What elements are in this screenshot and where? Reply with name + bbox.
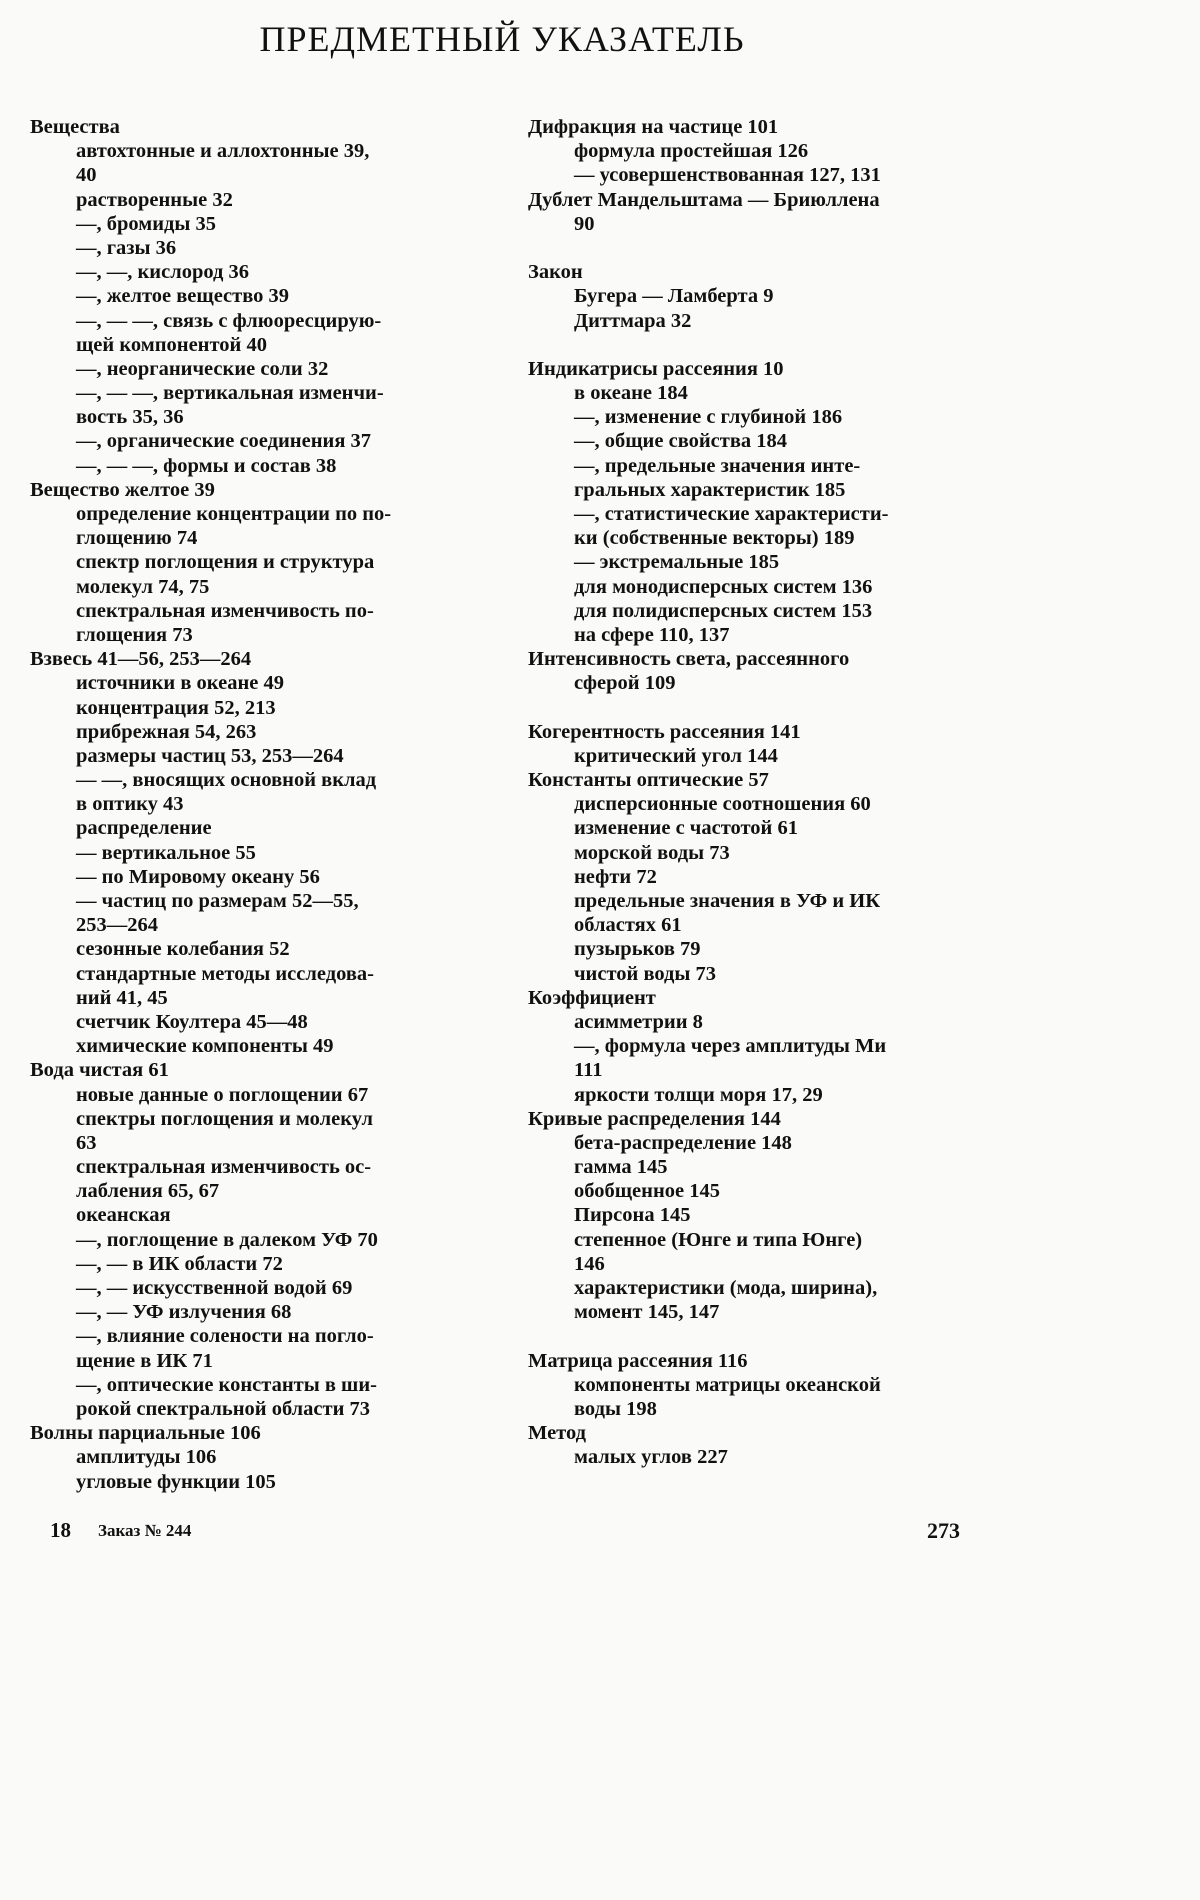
index-subentry: компоненты матрицы океанской <box>574 1373 881 1396</box>
index-subentry: в оптику 43 <box>76 793 184 816</box>
index-entry-heading: Вода чистая 61 <box>30 1059 169 1082</box>
index-subentry: новые данные о поглощении 67 <box>76 1083 369 1106</box>
index-entry-heading: Вещества <box>30 116 120 138</box>
page-title: ПРЕДМЕТНЫЙ УКАЗАТЕЛЬ <box>259 19 745 59</box>
index-subentry: степенное (Юнге и типа Юнге) <box>574 1228 863 1251</box>
index-subentry: —, газы 36 <box>76 236 177 259</box>
index-subentry: химические компоненты 49 <box>76 1035 334 1058</box>
index-subentry: определение концентрации по по- <box>76 503 392 525</box>
index-subentry: момент 145, 147 <box>574 1301 720 1324</box>
index-subentry: Пирсона 145 <box>574 1204 691 1227</box>
index-subentry: Бугера — Ламберта 9 <box>574 285 774 308</box>
index-subentry: ний 41, 45 <box>76 986 168 1009</box>
index-subentry: —, бромиды 35 <box>76 212 217 235</box>
index-subentry: —, предельные значения инте- <box>574 454 861 477</box>
index-subentry: спектральная изменчивость ос- <box>76 1156 372 1179</box>
index-spacer <box>528 333 964 357</box>
index-subentry: 90 <box>574 212 595 235</box>
index-subentry: —, — УФ излучения 68 <box>76 1301 292 1324</box>
index-subentry: спектр поглощения и структура <box>76 551 375 574</box>
index-entry-heading: Волны парциальные 106 <box>30 1422 261 1445</box>
index-subentry: характеристики (мода, ширина), <box>574 1277 878 1299</box>
index-subentry: сезонные колебания 52 <box>76 938 290 961</box>
index-subentry: рокой спектральной области 73 <box>76 1397 371 1420</box>
index-subentry: для полидисперсных систем 153 <box>574 599 873 622</box>
index-subentry: критический угол 144 <box>574 744 778 767</box>
printer-signature-mark: 18 <box>50 1518 71 1542</box>
index-subentry: сферой 109 <box>574 672 676 695</box>
index-subentry: —, влияние солености на погло- <box>76 1325 374 1348</box>
index-subentry: в океане 184 <box>574 382 688 405</box>
index-subentry: счетчик Коултера 45—48 <box>76 1010 308 1033</box>
index-subentry: —, органические соединения 37 <box>76 430 372 453</box>
index-subentry: стандартные методы исследова- <box>76 962 374 985</box>
index-subentry: щей компонентой 40 <box>76 333 267 356</box>
index-subentry: —, статистические характеристи- <box>574 503 889 525</box>
index-entry-heading: Вещество желтое 39 <box>30 478 215 501</box>
index-subentry: прибрежная 54, 263 <box>76 720 257 743</box>
index-subentry: для монодисперсных систем 136 <box>574 575 873 598</box>
index-subentry: изменение с частотой 61 <box>574 817 798 840</box>
index-subentry: —, — —, связь с флюоресцирую- <box>76 309 382 332</box>
index-entry-heading: Кривые распределения 144 <box>528 1107 781 1130</box>
index-subentry: лабления 65, 67 <box>76 1180 220 1203</box>
index-subentry: —, —, кислород 36 <box>76 261 250 284</box>
index-subentry: — экстремальные 185 <box>574 551 780 574</box>
index-entry-heading: Интенсивность света, рассеянного <box>528 648 850 671</box>
index-subentry: —, — искусственной водой 69 <box>76 1277 353 1299</box>
index-subentry: молекул 74, 75 <box>76 575 210 598</box>
index-subentry: предельные значения в УФ и ИК <box>574 890 881 912</box>
index-subentry: глощения 73 <box>76 623 193 646</box>
print-order-number: Заказ № 244 <box>98 1521 192 1540</box>
index-column-right <box>528 115 964 1470</box>
index-subentry: на сфере 110, 137 <box>574 623 730 646</box>
index-subentry: —, желтое вещество 39 <box>76 285 290 308</box>
index-subentry: нефти 72 <box>574 865 657 888</box>
index-subentry: размеры частиц 53, 253—264 <box>76 744 344 767</box>
page-number: 273 <box>927 1518 960 1543</box>
index-subentry: —, поглощение в далеком УФ 70 <box>76 1228 378 1251</box>
index-column-left <box>30 115 462 1494</box>
index-subentry: —, — —, формы и состав 38 <box>76 454 337 477</box>
index-subentry: Диттмара 32 <box>574 309 692 332</box>
index-subentry: асимметрии 8 <box>574 1010 703 1033</box>
index-subentry: —, изменение с глубиной 186 <box>574 406 843 429</box>
index-subentry: 111 <box>574 1059 603 1082</box>
index-subentry: автохтонные и аллохтонные 39, <box>76 140 370 163</box>
index-subentry: воды 198 <box>574 1397 657 1420</box>
index-entry-heading: Дифракция на частице 101 <box>528 116 779 138</box>
index-entry-heading: Когерентность рассеяния 141 <box>528 720 801 743</box>
index-entry-heading: Матрица рассеяния 116 <box>528 1349 748 1372</box>
index-spacer <box>528 1324 964 1348</box>
index-subentry: ки (собственные векторы) 189 <box>574 527 855 550</box>
index-subentry: глощению 74 <box>76 527 198 550</box>
index-subentry: океанская <box>76 1204 171 1227</box>
index-subentry: — частиц по размерам 52—55, <box>76 890 359 912</box>
index-subentry: —, формула через амплитуды Ми <box>574 1035 887 1058</box>
index-entry-heading: Коэффициент <box>528 986 656 1009</box>
index-subentry: пузырьков 79 <box>574 938 701 961</box>
index-subentry: формула простейшая 126 <box>574 140 809 163</box>
index-subentry: спектральная изменчивость по- <box>76 599 374 622</box>
index-subentry: — по Мировому океану 56 <box>76 865 320 888</box>
index-subentry: амплитуды 106 <box>76 1446 217 1469</box>
index-spacer <box>528 696 964 720</box>
index-subentry: гамма 145 <box>574 1156 668 1179</box>
index-subentry: угловые функции 105 <box>76 1470 276 1493</box>
index-subentry: дисперсионные соотношения 60 <box>574 793 871 816</box>
index-entry-heading: Закон <box>528 261 583 284</box>
index-subentry: спектры поглощения и молекул <box>76 1107 373 1130</box>
index-subentry: 63 <box>76 1131 97 1154</box>
index-subentry: —, — —, вертикальная изменчи- <box>76 382 384 405</box>
index-subentry: гральных характеристик 185 <box>574 478 846 501</box>
index-subentry: щение в ИК 71 <box>76 1349 213 1372</box>
index-subentry: бета-распределение 148 <box>574 1131 792 1154</box>
index-entry-heading: Метод <box>528 1422 587 1445</box>
index-spacer <box>528 236 964 260</box>
index-subentry: —, неорганические соли 32 <box>76 357 329 380</box>
index-entry-heading: Дублет Мандельштама — Бриюллена <box>528 188 880 211</box>
index-subentry: 253—264 <box>76 914 158 937</box>
index-subentry: обобщенное 145 <box>574 1180 720 1203</box>
index-subentry: распределение <box>76 817 212 840</box>
index-entry-heading: Индикатрисы рассеяния 10 <box>528 357 784 380</box>
index-subentry: растворенные 32 <box>76 188 233 211</box>
index-subentry: —, общие свойства 184 <box>574 430 788 453</box>
index-subentry: яркости толщи моря 17, 29 <box>574 1083 823 1106</box>
index-subentry: малых углов 227 <box>574 1446 728 1469</box>
index-subentry: морской воды 73 <box>574 841 730 864</box>
index-subentry: — —, вносящих основной вклад <box>76 769 377 792</box>
index-entry-heading: Константы оптические 57 <box>528 769 769 792</box>
index-subentry: источники в океане 49 <box>76 672 284 695</box>
index-subentry: — усовершенствованная 127, 131 <box>574 164 881 187</box>
index-subentry: вость 35, 36 <box>76 406 184 429</box>
index-subentry: 146 <box>574 1252 605 1275</box>
index-subentry: —, — в ИК области 72 <box>76 1252 283 1275</box>
index-subentry: концентрация 52, 213 <box>76 696 276 719</box>
index-subentry: 40 <box>76 164 97 187</box>
index-entry-heading: Взвесь 41—56, 253—264 <box>30 648 252 671</box>
index-subentry: областях 61 <box>574 914 682 937</box>
index-subentry: — вертикальное 55 <box>76 841 256 864</box>
index-subentry: —, оптические константы в ши- <box>76 1373 377 1396</box>
index-subentry: чистой воды 73 <box>574 962 717 985</box>
